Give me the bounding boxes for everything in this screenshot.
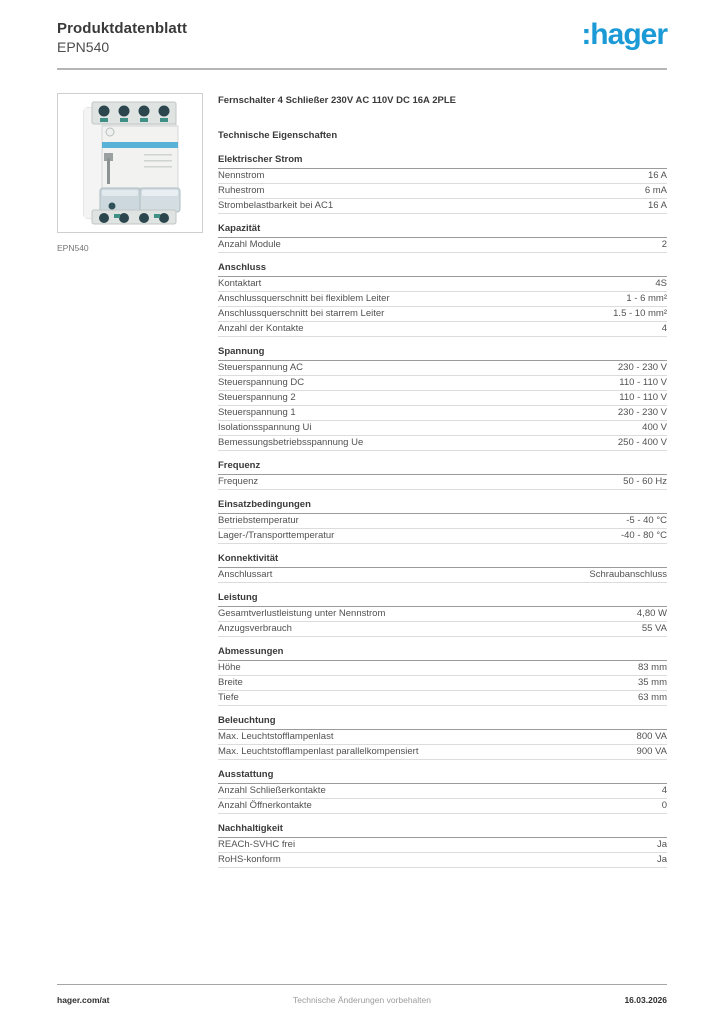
- spec-section: [218, 155, 667, 214]
- spec-label: Breite: [218, 677, 243, 688]
- spec-label: Frequenz: [218, 476, 259, 487]
- spec-rows: [218, 661, 667, 706]
- spec-section: [218, 500, 667, 544]
- spec-row: [218, 661, 667, 676]
- spec-value: 4,80 W: [636, 608, 667, 619]
- spec-value: 4S: [655, 278, 667, 289]
- spec-label: Lager-/Transporttemperatur: [218, 530, 335, 541]
- spec-row: [218, 277, 667, 292]
- spec-section-title: Leistung: [218, 593, 667, 607]
- spec-section: [218, 716, 667, 760]
- spec-section-title: Anschluss: [218, 263, 667, 277]
- spec-row: [218, 853, 667, 868]
- spec-value: 0: [661, 800, 667, 811]
- spec-label: Tiefe: [218, 692, 239, 703]
- spec-row: [218, 391, 667, 406]
- spec-row: [218, 169, 667, 184]
- spec-label: Steuerspannung 1: [218, 407, 296, 418]
- spec-label: RoHS-konform: [218, 854, 281, 865]
- spec-row: [218, 622, 667, 637]
- product-image-caption: EPN540: [57, 243, 89, 253]
- document-type-title: Produktdatenblatt: [57, 20, 188, 37]
- spec-value: 16 A: [647, 200, 667, 211]
- spec-label: Strombelastbarkeit bei AC1: [218, 200, 334, 211]
- spec-label: Anzahl der Kontakte: [218, 323, 304, 334]
- spec-value: 800 VA: [636, 731, 667, 742]
- spec-column: [218, 93, 667, 868]
- spec-label: Max. Leuchtstofflampenlast parallelkompensiert: [218, 746, 419, 757]
- spec-value: 55 VA: [641, 623, 667, 634]
- spec-label: Anzahl Module: [218, 239, 281, 250]
- spec-value: 2: [661, 239, 667, 250]
- header-divider: [57, 68, 667, 70]
- spec-row: [218, 838, 667, 853]
- spec-section-title: Nachhaltigkeit: [218, 824, 667, 838]
- spec-rows: [218, 238, 667, 253]
- spec-section-title: Kapazität: [218, 224, 667, 238]
- spec-row: [218, 199, 667, 214]
- spec-label: Steuerspannung DC: [218, 377, 305, 388]
- spec-label: Steuerspannung 2: [218, 392, 296, 403]
- spec-row: [218, 361, 667, 376]
- spec-label: Höhe: [218, 662, 241, 673]
- spec-section-title: Beleuchtung: [218, 716, 667, 730]
- spec-section-title: Spannung: [218, 347, 667, 361]
- spec-label: Kontaktart: [218, 278, 262, 289]
- spec-rows: [218, 838, 667, 868]
- page-header: [57, 20, 667, 66]
- page-footer: [57, 995, 667, 1007]
- spec-section-title: Konnektivität: [218, 554, 667, 568]
- spec-value: Ja: [656, 839, 667, 850]
- spec-section: [218, 824, 667, 868]
- spec-row: [218, 799, 667, 814]
- spec-rows: [218, 361, 667, 451]
- spec-value: 110 - 110 V: [619, 392, 667, 403]
- spec-section-title: Frequenz: [218, 461, 667, 475]
- spec-section-title: Abmessungen: [218, 647, 667, 661]
- spec-value: 63 mm: [637, 692, 667, 703]
- spec-label: Isolationsspannung Ui: [218, 422, 312, 433]
- spec-value: 230 - 230 V: [617, 362, 667, 373]
- spec-rows: [218, 730, 667, 760]
- spec-value: Schraubanschluss: [589, 569, 667, 580]
- product-title: Fernschalter 4 Schließer 230V AC 110V DC 16A 2PLE: [218, 95, 456, 106]
- spec-label: Max. Leuchtstofflampenlast: [218, 731, 334, 742]
- spec-label: Anzahl Schließerkontakte: [218, 785, 326, 796]
- spec-sections: [218, 155, 667, 868]
- spec-value: 400 V: [642, 422, 667, 433]
- content-area: [57, 93, 667, 868]
- spec-section-title: Ausstattung: [218, 770, 667, 784]
- spec-value: 110 - 110 V: [619, 377, 667, 388]
- spec-label: Bemessungsbetriebsspannung Ue: [218, 437, 364, 448]
- spec-rows: [218, 607, 667, 637]
- spec-row: [218, 475, 667, 490]
- spec-value: 900 VA: [636, 746, 667, 757]
- product-image-frame: [57, 93, 203, 233]
- spec-row: [218, 436, 667, 451]
- spec-row: [218, 421, 667, 436]
- spec-label: Anschlussart: [218, 569, 273, 580]
- footer-website: hager.com/at: [57, 995, 110, 1005]
- spec-label: Anzahl Öffnerkontakte: [218, 800, 312, 811]
- spec-row: [218, 238, 667, 253]
- spec-value: 35 mm: [637, 677, 667, 688]
- spec-label: Anzugsverbrauch: [218, 623, 292, 634]
- spec-rows: [218, 514, 667, 544]
- spec-value: 1 - 6 mm²: [626, 293, 667, 304]
- spec-value: 6 mA: [644, 185, 667, 196]
- spec-value: 4: [661, 785, 667, 796]
- spec-row: [218, 784, 667, 799]
- spec-section: [218, 461, 667, 490]
- spec-label: Anschlussquerschnitt bei starrem Leiter: [218, 308, 385, 319]
- spec-row: [218, 745, 667, 760]
- hager-logo: :hager: [581, 18, 667, 51]
- product-image: [70, 98, 190, 228]
- spec-section-title: Elektrischer Strom: [218, 155, 667, 169]
- spec-label: Betriebstemperatur: [218, 515, 299, 526]
- tech-properties-heading: Technische Eigenschaften: [218, 130, 338, 141]
- spec-section-title: Einsatzbedingungen: [218, 500, 667, 514]
- spec-rows: [218, 277, 667, 337]
- spec-value: -40 - 80 °C: [620, 530, 667, 541]
- spec-row: [218, 676, 667, 691]
- spec-label: Anschlussquerschnitt bei flexiblem Leiter: [218, 293, 390, 304]
- spec-row: [218, 568, 667, 583]
- spec-label: Nennstrom: [218, 170, 265, 181]
- spec-rows: [218, 568, 667, 583]
- product-reference: EPN540: [57, 39, 110, 55]
- spec-value: 250 - 400 V: [617, 437, 667, 448]
- footer-date: 16.03.2026: [624, 995, 667, 1005]
- spec-section: [218, 770, 667, 814]
- spec-section: [218, 554, 667, 583]
- spec-label: REACh-SVHC frei: [218, 839, 296, 850]
- spec-section: [218, 263, 667, 337]
- spec-row: [218, 184, 667, 199]
- spec-row: [218, 292, 667, 307]
- footer-disclaimer: Technische Änderungen vorbehalten: [293, 995, 431, 1005]
- spec-row: [218, 376, 667, 391]
- spec-row: [218, 514, 667, 529]
- spec-value: 83 mm: [637, 662, 667, 673]
- spec-label: Steuerspannung AC: [218, 362, 304, 373]
- spec-section: [218, 347, 667, 451]
- spec-value: 16 A: [647, 170, 667, 181]
- spec-row: [218, 691, 667, 706]
- spec-row: [218, 406, 667, 421]
- product-image-column: [57, 93, 203, 868]
- spec-section: [218, 224, 667, 253]
- spec-row: [218, 607, 667, 622]
- spec-value: -5 - 40 °C: [626, 515, 667, 526]
- spec-value: 50 - 60 Hz: [623, 476, 667, 487]
- spec-row: [218, 322, 667, 337]
- spec-row: [218, 730, 667, 745]
- spec-value: 230 - 230 V: [617, 407, 667, 418]
- spec-rows: [218, 169, 667, 214]
- spec-section: [218, 647, 667, 706]
- spec-row: [218, 307, 667, 322]
- spec-section: [218, 593, 667, 637]
- spec-value: 4: [661, 323, 667, 334]
- footer-divider: [57, 984, 667, 985]
- spec-label: Ruhestrom: [218, 185, 265, 196]
- spec-rows: [218, 784, 667, 814]
- spec-value: 1.5 - 10 mm²: [613, 308, 667, 319]
- spec-row: [218, 529, 667, 544]
- spec-rows: [218, 475, 667, 490]
- spec-value: Ja: [656, 854, 667, 865]
- spec-label: Gesamtverlustleistung unter Nennstrom: [218, 608, 386, 619]
